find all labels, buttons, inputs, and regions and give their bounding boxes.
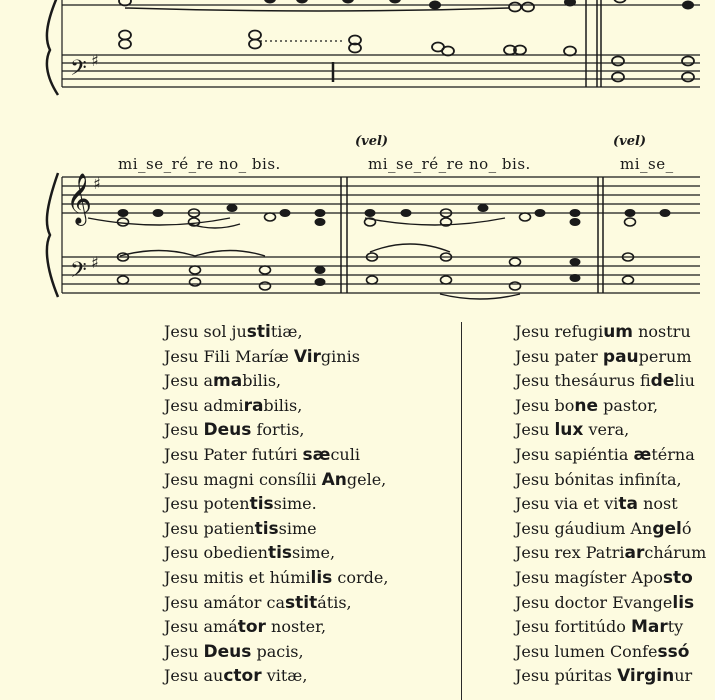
vel-marking-2: (vel)	[613, 134, 647, 149]
invocation-text: Jesu lumen Confe	[515, 641, 658, 661]
column-divider	[461, 322, 462, 700]
top-system	[47, 0, 700, 95]
svg-text:♯: ♯	[91, 253, 99, 272]
invocation-text: Jesu rex Patri	[515, 543, 625, 563]
accent-syllable: tis	[254, 518, 279, 539]
invocation-text: sime	[278, 518, 317, 538]
lyric-line-2: mi_se_ré_re no_ bis.	[368, 155, 531, 173]
svg-text:♯: ♯	[93, 174, 101, 193]
invocation-text: gele,	[346, 469, 387, 489]
invocation-text: noster,	[265, 617, 327, 637]
invocation-line	[515, 541, 715, 566]
accent-syllable: tis	[249, 494, 274, 515]
litany-right-column	[515, 320, 715, 689]
invocation-line	[164, 394, 449, 419]
invocation-line	[164, 418, 449, 443]
accent-syllable: pau	[602, 346, 639, 367]
invocation-text: tiæ,	[270, 322, 303, 341]
top-treble-staff	[62, 0, 700, 5]
accent-syllable: um	[603, 322, 634, 342]
accent-syllable: ctor	[223, 666, 262, 687]
invocation-text: térna	[651, 444, 695, 464]
invocation-text: bilis,	[242, 371, 282, 391]
accent-syllable: tis	[267, 543, 293, 564]
invocation-line	[164, 566, 449, 591]
accent-syllable: lux	[554, 420, 584, 441]
invocation-text: chárum	[644, 543, 707, 563]
invocation-line	[515, 394, 715, 419]
litany-left-column	[164, 320, 449, 689]
invocation-line	[515, 517, 715, 542]
invocation-text: Jesu obedien	[164, 543, 268, 563]
second-system-brace	[47, 173, 58, 297]
accent-syllable: de	[650, 371, 675, 392]
invocation-line	[164, 492, 449, 517]
invocation-text: bilis,	[263, 395, 303, 415]
invocation-line	[515, 566, 715, 591]
accent-syllable: Mar	[630, 617, 668, 638]
invocation-line	[515, 369, 715, 394]
invocation-line	[164, 664, 449, 689]
invocation-line	[164, 541, 449, 566]
invocation-text: Jesu doctor Evange	[515, 592, 673, 612]
accent-syllable: Deus	[203, 641, 252, 662]
invocation-line	[164, 320, 449, 345]
accent-syllable: An	[321, 469, 347, 490]
accent-syllable: ra	[243, 395, 264, 416]
invocation-text: Jesu au	[164, 666, 224, 686]
invocation-text: liu	[674, 371, 695, 391]
accent-syllable: lis	[672, 592, 695, 613]
invocation-line	[515, 320, 715, 345]
accent-syllable: ma	[213, 371, 243, 392]
invocation-line	[515, 468, 715, 493]
invocation-line	[164, 615, 449, 640]
music-score	[0, 0, 700, 300]
invocation-line	[515, 640, 715, 665]
invocation-text: Jesu a	[164, 371, 214, 391]
invocation-line	[515, 345, 715, 370]
invocation-text: culi	[330, 444, 360, 464]
invocation-text: Jesu amátor ca	[164, 592, 286, 612]
invocation-line	[515, 492, 715, 517]
accent-syllable: Vir	[293, 346, 321, 367]
invocation-text: ó	[681, 518, 692, 538]
accent-syllable: Deus	[203, 420, 252, 441]
svg-text:♯: ♯	[91, 51, 99, 70]
invocation-text: Jesu	[164, 420, 204, 440]
accent-syllable: sto	[662, 567, 693, 588]
treble-staff	[62, 177, 700, 213]
invocation-text: Jesu patien	[164, 518, 255, 538]
invocation-text: pastor,	[598, 395, 659, 415]
invocation-text: Jesu	[515, 420, 555, 440]
lyric-line-3: mi_se_	[620, 155, 674, 173]
invocation-text: Jesu refugi	[515, 322, 604, 341]
accent-syllable: ar	[624, 543, 645, 564]
invocation-line	[515, 615, 715, 640]
invocation-text: ginis	[320, 346, 360, 366]
invocation-text: átis,	[317, 592, 352, 612]
invocation-text: corde,	[332, 567, 389, 587]
invocation-text: Jesu bo	[515, 395, 575, 415]
invocation-text: Jesu Fili Maríæ	[164, 346, 294, 366]
accent-syllable: lis	[310, 567, 333, 588]
invocation-line	[515, 591, 715, 616]
invocation-line	[164, 369, 449, 394]
invocation-text: Jesu Pater futúri	[164, 444, 303, 464]
accent-syllable: ssó	[657, 641, 690, 662]
invocation-text: Jesu fortitúdo	[515, 617, 631, 637]
invocation-line	[164, 468, 449, 493]
invocation-text: Jesu sol ju	[164, 322, 247, 341]
invocation-line	[515, 418, 715, 443]
invocation-text: sime,	[292, 543, 336, 563]
invocation-line	[164, 345, 449, 370]
invocation-text: ty	[667, 617, 684, 637]
invocation-text: Jesu gáudium An	[515, 518, 653, 538]
invocation-text: Jesu thesáurus fi	[515, 371, 651, 391]
invocation-line	[164, 517, 449, 542]
accent-syllable: ta	[618, 494, 639, 515]
invocation-line	[515, 664, 715, 689]
top-bass-staff	[62, 55, 700, 87]
invocation-text: Jesu via et vi	[515, 494, 619, 514]
invocation-text: vera,	[583, 420, 630, 440]
invocation-text: Jesu poten	[164, 494, 250, 514]
invocation-text: nost	[638, 494, 678, 514]
top-barlines	[586, 0, 601, 87]
invocation-text: Jesu magni consílii	[164, 469, 322, 489]
svg-text:𝄢: 𝄢	[70, 56, 87, 86]
vel-marking-1: (vel)	[355, 134, 389, 149]
invocation-line	[164, 591, 449, 616]
invocation-text: fortis,	[251, 420, 305, 440]
invocation-text: pacis,	[251, 641, 304, 661]
accent-syllable: ne	[574, 395, 598, 416]
invocation-text: Jesu amá	[164, 617, 238, 637]
invocation-text: vitæ,	[261, 666, 308, 686]
svg-text:𝄢: 𝄢	[70, 258, 87, 288]
second-notes	[66, 173, 671, 290]
accent-syllable: stit	[285, 592, 318, 613]
invocation-text: ur	[674, 666, 693, 686]
invocation-text: Jesu	[164, 641, 204, 661]
second-system	[47, 173, 700, 299]
invocation-text: Jesu admi	[164, 395, 244, 415]
bass-staff	[62, 257, 700, 293]
invocation-line	[164, 640, 449, 665]
invocation-text: sime.	[273, 494, 317, 514]
accent-syllable: Virgin	[617, 666, 675, 687]
svg-text:𝄞: 𝄞	[66, 173, 93, 224]
invocation-text: Jesu sapiéntia	[515, 444, 634, 464]
litany-text	[0, 320, 707, 700]
accent-syllable: sæ	[302, 444, 331, 465]
invocation-text: Jesu pater	[515, 346, 603, 366]
accent-syllable: æ	[633, 444, 652, 465]
lyric-line-1: mi_se_ré_re no_ bis.	[118, 155, 281, 173]
invocation-text: Jesu mitis et húmi	[164, 567, 311, 587]
invocation-text: perum	[638, 346, 692, 366]
invocation-text: nostru	[633, 322, 691, 341]
invocation-line	[164, 443, 449, 468]
top-system-brace	[47, 0, 58, 95]
invocation-line	[515, 443, 715, 468]
accent-syllable: sti	[246, 322, 271, 342]
invocation-text: Jesu magíster Apo	[515, 567, 663, 587]
accent-syllable: tor	[237, 617, 266, 638]
accent-syllable: gel	[652, 518, 682, 539]
invocation-text: Jesu púritas	[515, 666, 618, 686]
invocation-text: Jesu bónitas infiníta,	[515, 469, 682, 489]
